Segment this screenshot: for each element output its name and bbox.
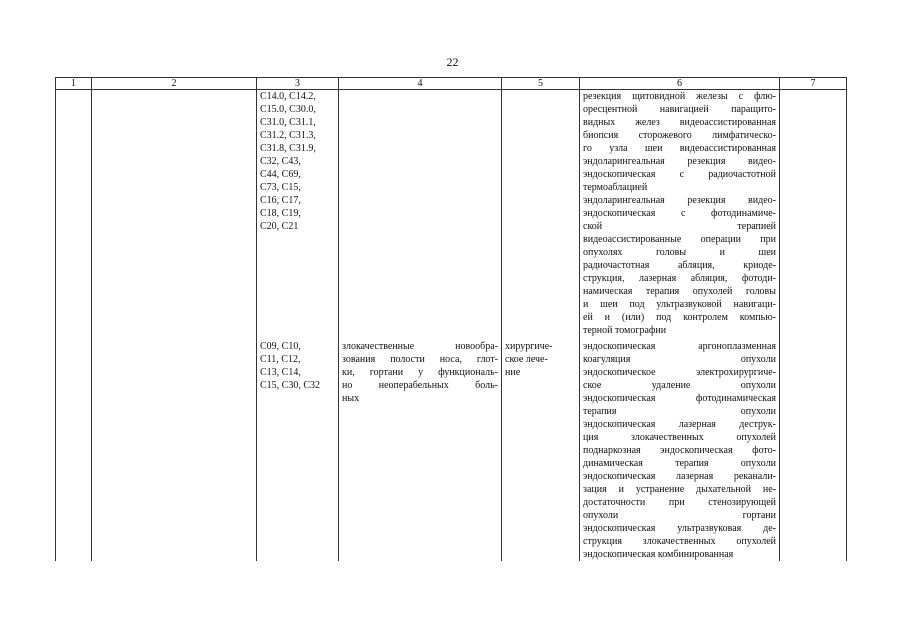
cell-line: эндоларингеальная резекция видео- [583,156,776,167]
cell-line: С16, С17, [260,195,301,206]
cell-treatment-method [580,337,780,561]
cell-line: С20, С21 [260,221,299,232]
cell-line: терной томографии [583,325,667,336]
cell-line: динамическая терапия опухоли [583,458,776,469]
cell-line: эндоскопическая с радиочастотной [583,169,776,180]
cell-line: опухолях головы и шеи [583,247,776,258]
cell-line: резекция щитовидной железы с флю- [583,91,776,102]
cell-line: ской терапией [583,221,776,232]
cell-line: ское удаление опухоли [583,380,776,391]
cell-line: достаточности при стенозирующей [583,497,776,508]
cell-line: С09, С10, [260,341,301,352]
cell-col7 [780,337,847,561]
cell-line: С18, С19, [260,208,301,219]
cell-line: С15.0, С30.0, [260,104,316,115]
cell-line: эндоларингеальная резекция видео- [583,195,776,206]
cell-line: эндоскопическая аргоноплазменная [583,341,776,352]
cell-line: ей и (или) под контролем компью- [583,312,776,323]
cell-line: коагуляция опухоли [583,354,776,365]
cell-line: намическая терапия опухолей головы [583,286,776,297]
table-row [56,337,847,561]
cell-col1 [56,337,92,561]
cell-line: радиочастотная абляция, криоде- [583,260,776,271]
page-number: 22 [446,55,459,69]
cell-diagnosis-codes [257,90,339,338]
cell-line: струкция злокачественных опухолей [583,536,776,547]
cell-line: но неоперабельных боль- [342,380,498,391]
cell-col7 [780,90,847,338]
cell-line: эндоскопическое электрохирургиче- [583,367,776,378]
cell-line: С31.2, С31.3, [260,130,316,141]
cell-treatment-type [502,337,580,561]
cell-line: С44, С69, [260,169,301,180]
cell-line: видеоассистированные операции при [583,234,776,245]
cell-treatment-method [580,90,780,338]
column-header-5: 5 [502,78,580,90]
cell-line: опухоли гортани [583,510,776,521]
cell-line: терапия опухоли [583,406,776,417]
cell-line: го узла шеи видеоассистированная [583,143,776,154]
column-header-4: 4 [339,78,502,90]
cell-line: биопсия сторожевого лимфатическо- [583,130,776,141]
cell-col1 [56,90,92,338]
cell-line: С11, С12, [260,354,301,365]
cell-line: С32, С43, [260,156,301,167]
cell-line: видных желез видеоассистированная [583,117,776,128]
column-header-3: 3 [257,78,339,90]
header-row [56,78,847,90]
cell-line: зования полости носа, глот- [342,354,498,365]
cell-col2 [92,337,257,561]
cell-line: эндоскопическая комбинированная [583,549,734,560]
cell-line: и шеи под ультразвуковой навигаци- [583,299,776,310]
cell-line: эндоскопическая ультразвуковая де- [583,523,776,534]
column-header-1: 1 [56,78,92,90]
cell-line: хирургиче- [505,341,553,352]
column-header-2: 2 [92,78,257,90]
cell-line: С13, С14, [260,367,301,378]
cell-line: оресцентной навигацией паращито- [583,104,776,115]
cell-line: эндоскопическая лазерная деструк- [583,419,776,430]
cell-line: С15, С30, С32 [260,380,321,391]
cell-line: С31.8, С31.9, [260,143,316,154]
cell-line: ных [342,393,360,404]
cell-line: струкция, лазерная абляция, фотоди- [583,273,776,284]
cell-patient-model [339,337,502,561]
cell-line: С73, С15, [260,182,301,193]
cell-line: зация и устранение дыхательной не- [583,484,776,495]
cell-line: термоаблацией [583,182,648,193]
cell-line: С14.0, С14.2, [260,91,316,102]
cell-line: злокачественные новообра- [342,341,498,352]
cell-line: С31.0, С31.1, [260,117,316,128]
cell-line: ки, гортани у функциональ- [342,367,498,378]
column-header-7: 7 [780,78,847,90]
cell-line: эндоскопическая с фотодинамиче- [583,208,776,219]
cell-diagnosis-codes [257,337,339,561]
column-header-6: 6 [580,78,780,90]
cell-treatment-type [502,90,580,338]
cell-line: эндоскопическая фотодинамическая [583,393,776,404]
table-row [56,90,847,338]
document-table [55,77,847,561]
cell-col2 [92,90,257,338]
cell-line: эндоскопическая лазерная реканали- [583,471,776,482]
cell-patient-model [339,90,502,338]
cell-line: ние [505,367,521,378]
cell-line: поднаркозная эндоскопическая фото- [583,445,776,456]
cell-line: ция злокачественных опухолей [583,432,776,443]
cell-line: ское лече- [505,354,548,365]
